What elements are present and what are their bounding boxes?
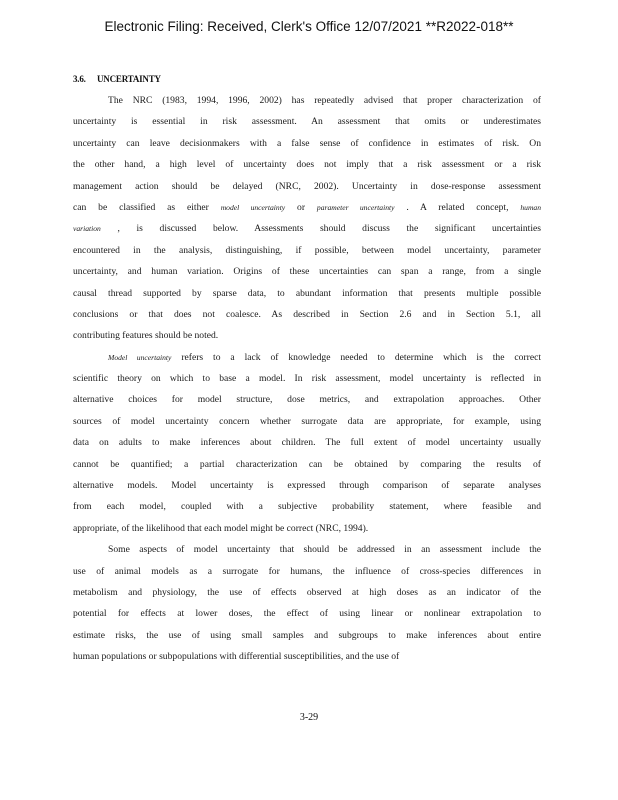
text-line: from each model, coupled with a subjective probability statement, where feasible and <box>73 501 541 513</box>
paragraph-1 <box>73 90 541 347</box>
text-line: The NRC (1983, 1994, 1996, 2002) has repeatedly advised that proper characterization of <box>108 95 541 106</box>
text-line: scientific theory on which to base a model. In risk assessment, model uncertainty is reflected in <box>73 373 541 385</box>
text-line: management action should be delayed (NRC, 2002). Uncertainty in dose-response assessment <box>73 180 541 192</box>
text-line: contributing features should be noted. <box>73 330 219 342</box>
text-line: appropriate, of the likelihood that each model might be correct (NRC, 1994). <box>73 522 369 534</box>
italic-term: model uncertainty <box>220 202 286 212</box>
text-line <box>73 347 541 368</box>
text-line: alternative models. Model uncertainty is expressed through comparison of separate analyses <box>73 480 541 492</box>
text-line: causal thread supported by sparse data, to abundant information that presents multiple possible <box>73 287 541 299</box>
text-line: conclusions or that does not coalesce. As described in Section 2.6 and in Section 5.1, all <box>73 308 541 320</box>
section-title: UNCERTAINTY <box>97 74 161 84</box>
italic-term: Model uncertainty <box>108 352 172 362</box>
text-line: alternative choices for model structure, dose metrics, and extrapolation approaches. Other <box>73 394 541 406</box>
text-line: estimate risks, the use of using small samples and subgroups to make inferences about entire <box>73 629 541 641</box>
text-line: metabolism and physiology, the use of effects observed at high doses as an indicator of the <box>73 586 541 598</box>
italic-term: variation <box>73 224 101 234</box>
paragraph-2 <box>73 347 541 540</box>
text-line: sources of model uncertainty concern whether surrogate data are appropriate, for example, using <box>73 415 541 427</box>
text-span: can be classified as either <box>73 201 209 213</box>
paragraph-3 <box>73 539 541 667</box>
text-line: the other hand, a high level of uncertainty does not imply that a risk assessment or a risk <box>73 159 541 171</box>
text-line: uncertainty, and human variation. Origins of these uncertainties can span a range, from a single <box>73 266 541 278</box>
section-number: 3.6. <box>73 74 86 84</box>
text-span: refers to a lack of knowledge needed to determine which is the correct <box>181 351 541 363</box>
section-heading <box>73 74 161 84</box>
text-line: use of animal models as a surrogate for humans, the influence of cross-species differences in <box>73 565 541 577</box>
text-line <box>73 218 541 239</box>
page-number: 3-29 <box>299 712 319 723</box>
text-line: Some aspects of model uncertainty that should be addressed in an assessment include the <box>108 544 541 556</box>
text-line <box>73 197 541 218</box>
text-line: uncertainty can leave decisionmakers with a false sense of confidence in estimates of risk. On <box>73 137 541 149</box>
text-line: uncertainty is essential in risk assessment. An assessment that omits or underestimates <box>73 116 541 128</box>
text-line: cannot be quantified; a partial characterization can be obtained by comparing the results of <box>73 458 541 470</box>
text-span: . A related concept, <box>406 201 509 213</box>
body-text <box>73 90 541 668</box>
text-span: or <box>297 201 306 213</box>
text-line: data on adults to make inferences about children. The full extent of model uncertainty usually <box>73 437 541 449</box>
text-line: human populations or subpopulations with differential susceptibilities, and the use of <box>73 651 400 663</box>
filing-stamp: Electronic Filing: Received, Clerk's Office 12/07/2021 **R2022-018** <box>104 19 514 34</box>
text-line: potential for effects at lower doses, the effect of using linear or nonlinear extrapolation to <box>73 608 541 620</box>
text-span: , is discussed below. Assessments should discuss the significant uncertainties <box>117 223 541 235</box>
text-line: encountered in the analysis, distinguishing, if possible, between model uncertainty, parameter <box>73 244 541 256</box>
italic-term: parameter uncertainty <box>316 202 395 212</box>
italic-term: human <box>520 202 541 212</box>
